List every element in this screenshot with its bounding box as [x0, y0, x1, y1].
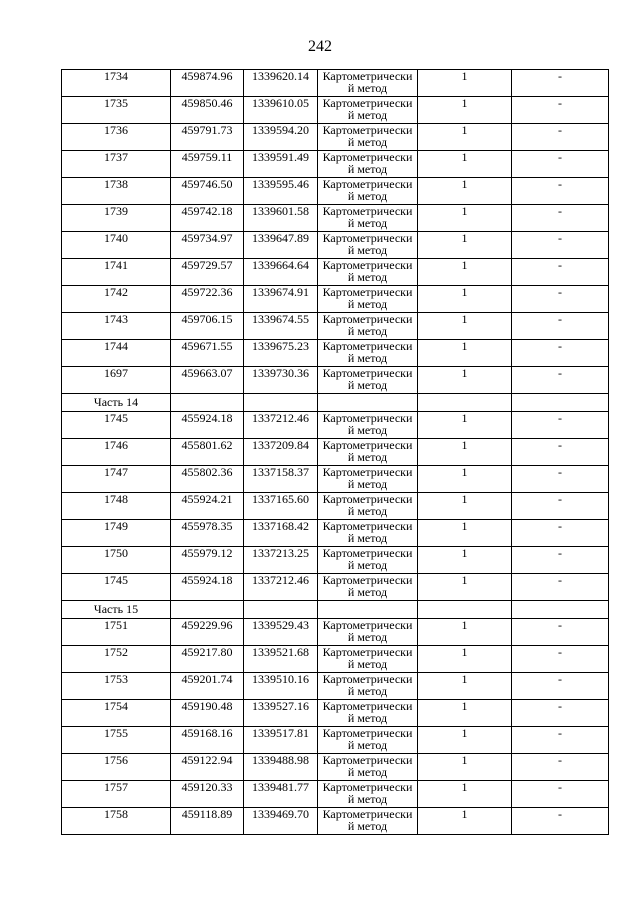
- method-cell: [318, 124, 418, 151]
- method-line-2: й метод: [347, 738, 388, 752]
- description: -: [512, 70, 609, 97]
- coord-x: 455979.12: [171, 547, 244, 574]
- table-row: [62, 412, 609, 439]
- coord-x: 459190.48: [171, 700, 244, 727]
- accuracy: 1: [418, 439, 512, 466]
- coord-y: 1339674.91: [244, 286, 318, 313]
- method-cell: [318, 259, 418, 286]
- coord-y: 1339730.36: [244, 367, 318, 394]
- accuracy: 1: [418, 754, 512, 781]
- method-line-2: й метод: [347, 558, 388, 572]
- coord-y: 1337168.42: [244, 520, 318, 547]
- table-row: [62, 232, 609, 259]
- coord-x: 455801.62: [171, 439, 244, 466]
- method-line-1: Картометрически: [322, 204, 413, 218]
- method-line-2: й метод: [347, 657, 388, 671]
- method-cell: [318, 367, 418, 394]
- point-number: 1755: [62, 727, 171, 754]
- method-cell: [318, 781, 418, 808]
- method-line-2: й метод: [347, 162, 388, 176]
- method-line-2: й метод: [347, 270, 388, 284]
- description: -: [512, 547, 609, 574]
- description: -: [512, 97, 609, 124]
- method-line-1: Картометрически: [322, 366, 413, 380]
- method-line-1: Картометрически: [322, 438, 413, 452]
- method-line-2: й метод: [347, 108, 388, 122]
- method-cell: [318, 178, 418, 205]
- table-row: [62, 727, 609, 754]
- accuracy: 1: [418, 151, 512, 178]
- point-number: 1739: [62, 205, 171, 232]
- point-number: 1740: [62, 232, 171, 259]
- method-cell: [318, 205, 418, 232]
- part-header-row: [62, 601, 609, 619]
- table-row: [62, 808, 609, 835]
- coordinates-table: [61, 69, 609, 835]
- description: -: [512, 340, 609, 367]
- method-line-1: Картометрически: [322, 807, 413, 821]
- method-line-2: й метод: [347, 351, 388, 365]
- method-line-2: й метод: [347, 531, 388, 545]
- method-line-1: Картометрически: [322, 699, 413, 713]
- point-number: 1750: [62, 547, 171, 574]
- method-cell: [318, 286, 418, 313]
- point-number: 1738: [62, 178, 171, 205]
- method-line-2: й метод: [347, 585, 388, 599]
- point-number: 1746: [62, 439, 171, 466]
- coord-y: 1339610.05: [244, 97, 318, 124]
- table-row: [62, 646, 609, 673]
- point-number: 1747: [62, 466, 171, 493]
- method-cell: [318, 313, 418, 340]
- description: -: [512, 574, 609, 601]
- description: -: [512, 178, 609, 205]
- method-line-2: й метод: [347, 450, 388, 464]
- point-number: 1757: [62, 781, 171, 808]
- description: -: [512, 781, 609, 808]
- coord-y: 1339594.20: [244, 124, 318, 151]
- coord-x: 455978.35: [171, 520, 244, 547]
- coord-y: 1337158.37: [244, 466, 318, 493]
- empty-cell: [418, 601, 512, 619]
- method-line-2: й метод: [347, 765, 388, 779]
- coord-x: 459729.57: [171, 259, 244, 286]
- coord-x: 459201.74: [171, 673, 244, 700]
- point-number: 1758: [62, 808, 171, 835]
- method-line-1: Картометрически: [322, 645, 413, 659]
- coord-y: 1339675.23: [244, 340, 318, 367]
- description: -: [512, 367, 609, 394]
- description: -: [512, 700, 609, 727]
- table-row: [62, 520, 609, 547]
- method-line-1: Картометрически: [322, 573, 413, 587]
- coord-y: 1339521.68: [244, 646, 318, 673]
- coord-x: 459120.33: [171, 781, 244, 808]
- coord-x: 459122.94: [171, 754, 244, 781]
- table-row: [62, 70, 609, 97]
- point-number: 1744: [62, 340, 171, 367]
- method-cell: [318, 232, 418, 259]
- accuracy: 1: [418, 340, 512, 367]
- description: -: [512, 646, 609, 673]
- coord-y: 1339620.14: [244, 70, 318, 97]
- part-label: Часть 15: [62, 601, 171, 619]
- point-number: 1745: [62, 574, 171, 601]
- empty-cell: [171, 601, 244, 619]
- description: -: [512, 619, 609, 646]
- point-number: 1754: [62, 700, 171, 727]
- method-line-1: Картометрически: [322, 726, 413, 740]
- method-cell: [318, 673, 418, 700]
- method-cell: [318, 547, 418, 574]
- coord-x: 459663.07: [171, 367, 244, 394]
- method-line-2: й метод: [347, 297, 388, 311]
- coord-y: 1339647.89: [244, 232, 318, 259]
- accuracy: 1: [418, 286, 512, 313]
- method-line-1: Картометрически: [322, 519, 413, 533]
- empty-cell: [244, 601, 318, 619]
- point-number: 1745: [62, 412, 171, 439]
- point-number: 1735: [62, 97, 171, 124]
- method-line-2: й метод: [347, 423, 388, 437]
- accuracy: 1: [418, 205, 512, 232]
- coord-y: 1339664.64: [244, 259, 318, 286]
- empty-cell: [512, 394, 609, 412]
- description: -: [512, 124, 609, 151]
- method-line-1: Картометрически: [322, 780, 413, 794]
- accuracy: 1: [418, 547, 512, 574]
- coord-y: 1337213.25: [244, 547, 318, 574]
- method-line-1: Картометрически: [322, 177, 413, 191]
- coord-x: 459168.16: [171, 727, 244, 754]
- accuracy: 1: [418, 367, 512, 394]
- accuracy: 1: [418, 466, 512, 493]
- table-row: [62, 178, 609, 205]
- coord-x: 455924.18: [171, 574, 244, 601]
- empty-cell: [244, 394, 318, 412]
- method-line-2: й метод: [347, 81, 388, 95]
- empty-cell: [512, 601, 609, 619]
- coord-x: 459706.15: [171, 313, 244, 340]
- method-line-2: й метод: [347, 243, 388, 257]
- accuracy: 1: [418, 178, 512, 205]
- accuracy: 1: [418, 700, 512, 727]
- accuracy: 1: [418, 646, 512, 673]
- method-line-1: Картометрически: [322, 312, 413, 326]
- description: -: [512, 727, 609, 754]
- method-cell: [318, 727, 418, 754]
- table-row: [62, 781, 609, 808]
- point-number: 1748: [62, 493, 171, 520]
- table-row: [62, 619, 609, 646]
- point-number: 1751: [62, 619, 171, 646]
- accuracy: 1: [418, 673, 512, 700]
- page-number: 242: [308, 38, 332, 55]
- table-row: [62, 754, 609, 781]
- accuracy: 1: [418, 493, 512, 520]
- method-line-1: Картометрически: [322, 231, 413, 245]
- description: -: [512, 520, 609, 547]
- coord-y: 1339469.70: [244, 808, 318, 835]
- method-line-1: Картометрически: [322, 546, 413, 560]
- coord-y: 1339481.77: [244, 781, 318, 808]
- point-number: 1736: [62, 124, 171, 151]
- coord-y: 1339591.49: [244, 151, 318, 178]
- method-line-2: й метод: [347, 378, 388, 392]
- accuracy: 1: [418, 313, 512, 340]
- accuracy: 1: [418, 412, 512, 439]
- method-cell: [318, 619, 418, 646]
- table-row: [62, 493, 609, 520]
- coord-x: 455924.18: [171, 412, 244, 439]
- accuracy: 1: [418, 124, 512, 151]
- method-cell: [318, 466, 418, 493]
- method-cell: [318, 493, 418, 520]
- table-row: [62, 340, 609, 367]
- method-cell: [318, 412, 418, 439]
- method-cell: [318, 574, 418, 601]
- point-number: 1743: [62, 313, 171, 340]
- table-row: [62, 700, 609, 727]
- method-line-2: й метод: [347, 216, 388, 230]
- point-number: 1697: [62, 367, 171, 394]
- method-line-1: Картометрически: [322, 753, 413, 767]
- accuracy: 1: [418, 781, 512, 808]
- method-line-1: Картометрически: [322, 339, 413, 353]
- point-number: 1753: [62, 673, 171, 700]
- table-row: [62, 439, 609, 466]
- table-row: [62, 97, 609, 124]
- part-label: Часть 14: [62, 394, 171, 412]
- method-line-1: Картометрически: [322, 69, 413, 83]
- coord-y: 1337212.46: [244, 412, 318, 439]
- coord-y: 1337212.46: [244, 574, 318, 601]
- accuracy: 1: [418, 727, 512, 754]
- accuracy: 1: [418, 808, 512, 835]
- coord-x: 459229.96: [171, 619, 244, 646]
- description: -: [512, 286, 609, 313]
- description: -: [512, 466, 609, 493]
- empty-cell: [171, 394, 244, 412]
- method-cell: [318, 646, 418, 673]
- coord-x: 459850.46: [171, 97, 244, 124]
- table-row: [62, 124, 609, 151]
- coord-x: 459746.50: [171, 178, 244, 205]
- method-cell: [318, 151, 418, 178]
- coord-x: 455924.21: [171, 493, 244, 520]
- empty-cell: [318, 394, 418, 412]
- table-row: [62, 673, 609, 700]
- accuracy: 1: [418, 520, 512, 547]
- method-cell: [318, 70, 418, 97]
- description: -: [512, 313, 609, 340]
- table-row: [62, 286, 609, 313]
- method-line-2: й метод: [347, 630, 388, 644]
- coord-x: 459759.11: [171, 151, 244, 178]
- table-row: [62, 466, 609, 493]
- coord-x: 459118.89: [171, 808, 244, 835]
- table-row: [62, 547, 609, 574]
- point-number: 1756: [62, 754, 171, 781]
- accuracy: 1: [418, 574, 512, 601]
- point-number: 1737: [62, 151, 171, 178]
- description: -: [512, 232, 609, 259]
- method-cell: [318, 439, 418, 466]
- coord-y: 1337209.84: [244, 439, 318, 466]
- method-cell: [318, 340, 418, 367]
- description: -: [512, 205, 609, 232]
- method-line-1: Картометрически: [322, 258, 413, 272]
- method-line-1: Картометрически: [322, 672, 413, 686]
- method-line-1: Картометрически: [322, 492, 413, 506]
- table-row: [62, 205, 609, 232]
- method-line-2: й метод: [347, 189, 388, 203]
- table-row: [62, 313, 609, 340]
- description: -: [512, 439, 609, 466]
- description: -: [512, 673, 609, 700]
- table-row: [62, 259, 609, 286]
- description: -: [512, 412, 609, 439]
- method-cell: [318, 808, 418, 835]
- method-cell: [318, 97, 418, 124]
- method-line-2: й метод: [347, 504, 388, 518]
- accuracy: 1: [418, 259, 512, 286]
- method-line-2: й метод: [347, 135, 388, 149]
- coord-x: 459217.80: [171, 646, 244, 673]
- description: -: [512, 259, 609, 286]
- accuracy: 1: [418, 232, 512, 259]
- method-line-2: й метод: [347, 324, 388, 338]
- table-row: [62, 574, 609, 601]
- coord-x: 459791.73: [171, 124, 244, 151]
- method-line-2: й метод: [347, 792, 388, 806]
- method-line-1: Картометрически: [322, 123, 413, 137]
- method-line-1: Картометрически: [322, 285, 413, 299]
- coord-y: 1339527.16: [244, 700, 318, 727]
- description: -: [512, 808, 609, 835]
- coord-y: 1339529.43: [244, 619, 318, 646]
- method-line-1: Картометрически: [322, 150, 413, 164]
- table-row: [62, 367, 609, 394]
- method-line-2: й метод: [347, 684, 388, 698]
- coord-y: 1339517.81: [244, 727, 318, 754]
- method-line-1: Картометрически: [322, 96, 413, 110]
- coord-x: 459671.55: [171, 340, 244, 367]
- coord-y: 1339595.46: [244, 178, 318, 205]
- coord-x: 459874.96: [171, 70, 244, 97]
- method-line-1: Картометрически: [322, 465, 413, 479]
- method-line-1: Картометрически: [322, 411, 413, 425]
- description: -: [512, 493, 609, 520]
- point-number: 1734: [62, 70, 171, 97]
- coord-y: 1337165.60: [244, 493, 318, 520]
- accuracy: 1: [418, 619, 512, 646]
- method-cell: [318, 754, 418, 781]
- accuracy: 1: [418, 97, 512, 124]
- method-cell: [318, 700, 418, 727]
- method-line-2: й метод: [347, 477, 388, 491]
- method-line-2: й метод: [347, 711, 388, 725]
- coord-x: 455802.36: [171, 466, 244, 493]
- accuracy: 1: [418, 70, 512, 97]
- coord-y: 1339674.55: [244, 313, 318, 340]
- method-line-1: Картометрически: [322, 618, 413, 632]
- coord-x: 459734.97: [171, 232, 244, 259]
- point-number: 1742: [62, 286, 171, 313]
- empty-cell: [418, 394, 512, 412]
- method-cell: [318, 520, 418, 547]
- coord-y: 1339510.16: [244, 673, 318, 700]
- coord-y: 1339488.98: [244, 754, 318, 781]
- description: -: [512, 754, 609, 781]
- point-number: 1749: [62, 520, 171, 547]
- description: -: [512, 151, 609, 178]
- coord-y: 1339601.58: [244, 205, 318, 232]
- coordinates-table-body: [62, 70, 609, 835]
- part-header-row: [62, 394, 609, 412]
- coord-x: 459742.18: [171, 205, 244, 232]
- empty-cell: [318, 601, 418, 619]
- point-number: 1741: [62, 259, 171, 286]
- coord-x: 459722.36: [171, 286, 244, 313]
- table-row: [62, 151, 609, 178]
- point-number: 1752: [62, 646, 171, 673]
- method-line-2: й метод: [347, 819, 388, 833]
